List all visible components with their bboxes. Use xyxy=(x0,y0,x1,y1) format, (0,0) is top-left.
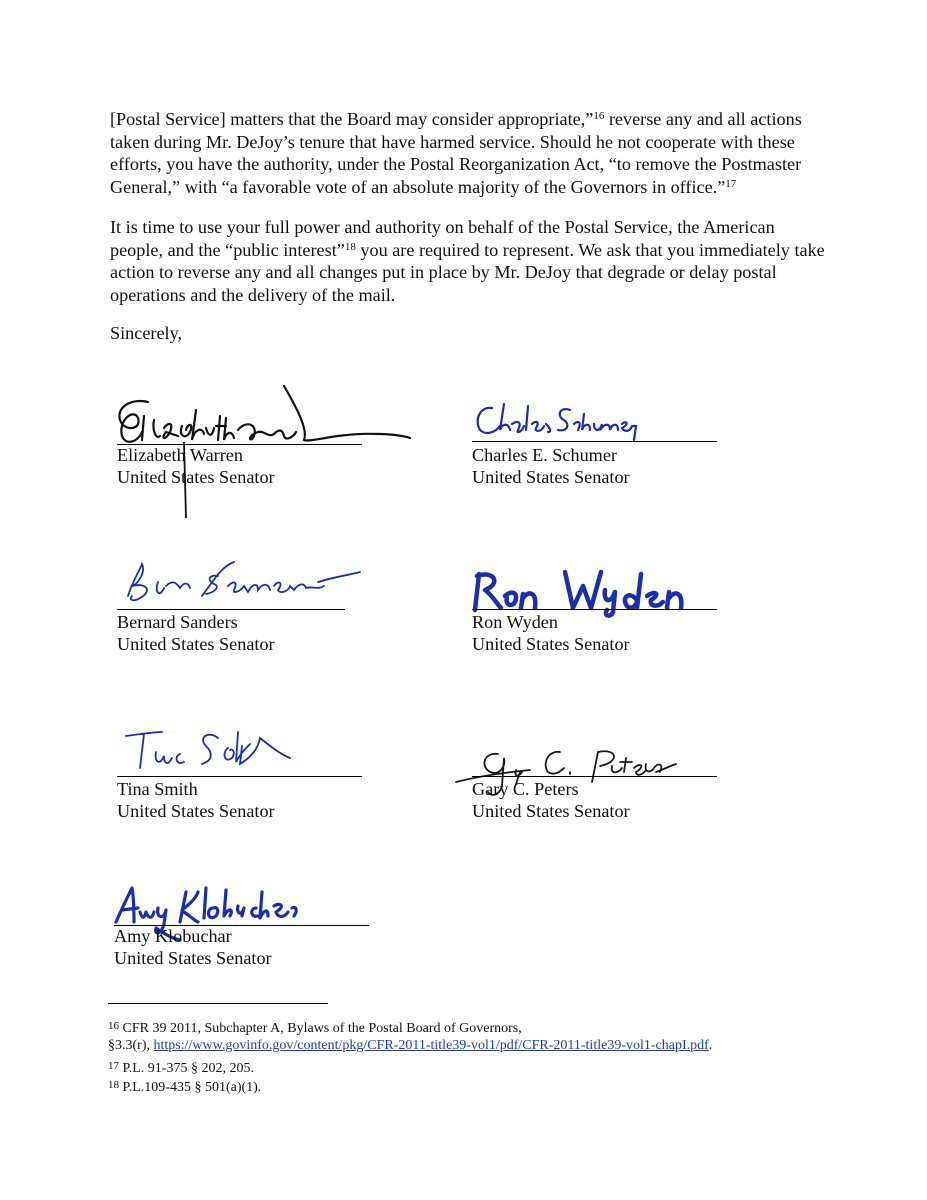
signature-line-wyden xyxy=(472,609,717,610)
signatory-name: Elizabeth Warren xyxy=(117,445,243,465)
signatory-name: Tina Smith xyxy=(117,779,198,799)
signatory-sanders xyxy=(117,611,275,655)
signatory-schumer xyxy=(472,444,630,488)
footnote-ref-18: 18 xyxy=(344,240,356,253)
footnote-divider xyxy=(108,1003,328,1004)
footnote-number: 17 xyxy=(108,1060,119,1072)
body-paragraph-1 xyxy=(110,108,830,198)
signatory-title: United States Senator xyxy=(114,948,272,968)
footnote-link[interactable]: https://www.govinfo.gov/content/pkg/CFR-2011-title39-vol1/pdf/CFR-2011-title39-vol1-chapI.pdf xyxy=(153,1038,709,1053)
signatory-peters xyxy=(472,778,630,822)
signature-smith xyxy=(120,718,300,778)
footnote-16-continuation xyxy=(108,1037,868,1055)
signatory-wyden xyxy=(472,611,630,655)
signatory-name: Charles E. Schumer xyxy=(472,445,617,465)
footnote-number: 16 xyxy=(108,1020,119,1032)
signatory-smith xyxy=(117,778,275,822)
signature-line-schumer xyxy=(472,441,717,442)
footnote-number: 18 xyxy=(108,1079,119,1091)
footnote-text: P.L. 91-375 § 202, 205. xyxy=(119,1061,254,1076)
body-paragraph-2 xyxy=(110,216,830,306)
signatory-name: Gary C. Peters xyxy=(472,779,579,799)
footnote-ref-17: 17 xyxy=(725,177,737,190)
signature-schumer xyxy=(470,396,640,446)
signature-line-sanders xyxy=(117,609,345,610)
signatory-warren xyxy=(117,444,275,488)
signatory-title: United States Senator xyxy=(472,634,630,654)
p1-text-b: reverse any and all actions taken during Mr. DeJoy’s tenure that have harmed service. Should he not cooperate with these efforts, you have the authority, under the Postal Reorganization Act, “to remove the Postmaster General,” with “a favorable vote of an absolute majority of the Governors in office.” xyxy=(110,109,802,197)
signature-sanders xyxy=(118,552,368,612)
signatory-title: United States Senator xyxy=(117,801,275,821)
footnote-end: . xyxy=(708,1038,713,1053)
signatory-title: United States Senator xyxy=(117,634,275,654)
p1-text-a: [Postal Service] matters that the Board may consider appropriate,” xyxy=(110,109,594,129)
footnote-16 xyxy=(108,1017,868,1038)
signature-line-smith xyxy=(117,776,362,777)
signatory-title: United States Senator xyxy=(472,801,630,821)
signatory-name: Ron Wyden xyxy=(472,612,558,632)
signatory-title: United States Senator xyxy=(472,467,630,487)
signature-line-peters xyxy=(472,776,717,777)
footnote-ref-16: 16 xyxy=(593,110,605,122)
footnote-text: P.L.109-435 § 501(a)(1). xyxy=(119,1080,262,1095)
footnote-text: §3.3(r), xyxy=(108,1038,154,1053)
signatory-title: United States Senator xyxy=(117,467,275,487)
signatory-klobuchar xyxy=(114,925,272,969)
closing-salutation: Sincerely, xyxy=(110,323,183,343)
footnote-text: CFR 39 2011, Subchapter A, Bylaws of the Postal Board of Governors, xyxy=(119,1021,522,1036)
p2-text-a: It is time to use your full power and authority on behalf of the Postal Service, the American people, and the “public interest” xyxy=(110,217,775,260)
p2-text-b: you are required to represent. We ask that you immediately take action to reverse any and all changes put in place by Mr. DeJoy that degrade or delay postal operations and the delivery of the mail. xyxy=(110,239,825,305)
footnote-18 xyxy=(108,1076,868,1097)
signatory-name: Amy Klobuchar xyxy=(114,926,232,946)
signatory-name: Bernard Sanders xyxy=(117,612,238,632)
footnote-17 xyxy=(108,1057,868,1078)
